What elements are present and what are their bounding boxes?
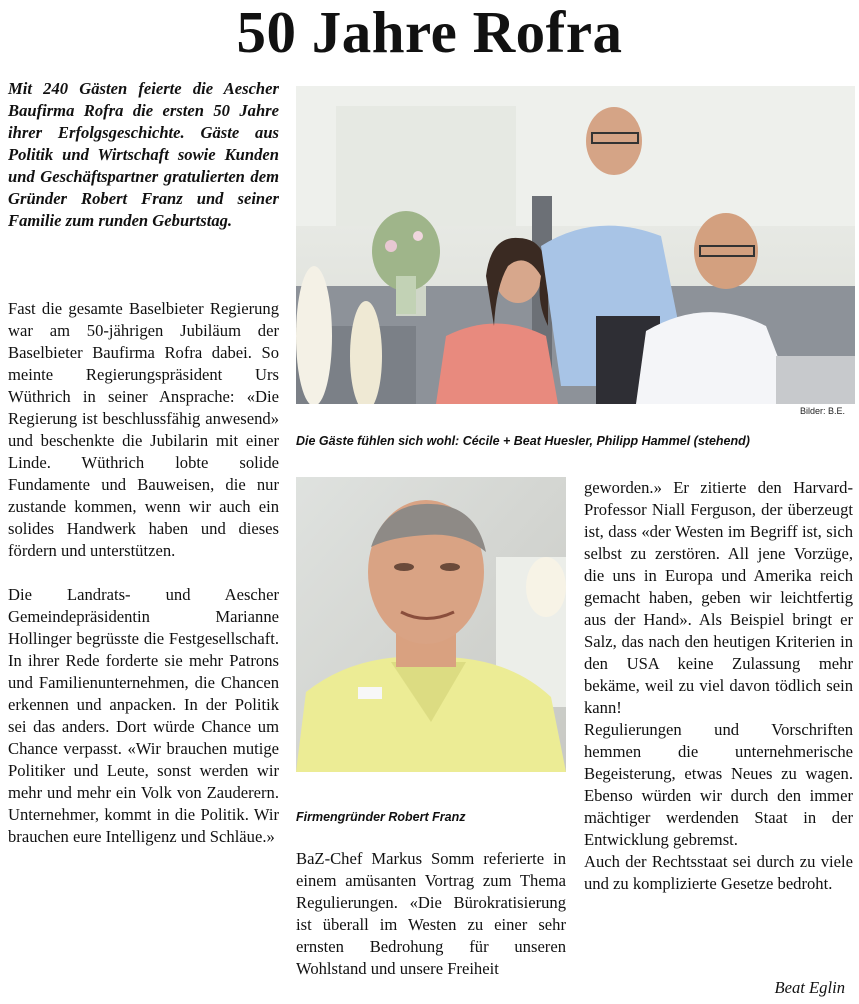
paragraph: Regulierungen und Vorschriften hemmen die unternehmerische Begeisterung, etwas Neues zu wagen. Ebenso würden wir durch den immer mächtiger werdenden Staat in der Entwicklung gebremst. bbox=[584, 720, 853, 849]
article-lead: Mit 240 Gästen feierte die Aescher Baufirma Rofra die ersten 50 Jahre ihrer Erfolgsgeschichte. Gäste aus Politik und Wirtschaft sowie Kunden und Geschäftspartner gratulierten dem Gründer Robert Franz und seiner Familie zum runden Geburtstag. bbox=[8, 79, 279, 230]
founder-photo-image bbox=[296, 477, 566, 772]
paragraph: BaZ-Chef Markus Somm referierte in einem amüsanten Vortrag zum Thema Regulierungen. «Die Bürokratisierung ist überall im Westen zu einer sehr ernsten Bedrohung für unseren Wohlstand und unsere Freiheit bbox=[296, 849, 566, 978]
column-2 bbox=[296, 848, 566, 980]
article-title: 50 Jahre Rofra bbox=[236, 0, 623, 65]
column-1 bbox=[8, 298, 279, 848]
guests-photo bbox=[296, 86, 855, 404]
founder-photo-caption: Firmengründer Robert Franz bbox=[296, 810, 466, 824]
photo-credit: Bilder: B.E. bbox=[800, 406, 846, 416]
paragraph: Die Landrats- und Aescher Gemeindepräsidentin Marianne Hollinger begrüsste die Festgesellschaft. In ihrer Rede forderte sie mehr Patrons und Familienunternehmen, die Chancen erkennen und anpacken. In der Politik sei das anders. Dort würde Chance um Chance verpasst. «Wir brauchen mutige Politiker und Leute, sonst werden wir mehr und mehr ein Volk von Zauderern. Unternehmer, kommt in die Politik. Wir brauchen eure Intelligenz und Schläue.» bbox=[8, 585, 279, 846]
article-author: Beat Eglin bbox=[774, 978, 845, 997]
guests-photo-image bbox=[296, 86, 855, 404]
paragraph: geworden.» Er zitierte den Harvard-Professor Niall Ferguson, der überzeugt ist, dass «der Westen im Begriff ist, sich selbst zu zerstören. All jene Vorzüge, die uns in Europa und Amerika reich gemacht haben, geben wir leichtfertig aus der Hand». Als Beispiel bringt er Salz, das nach den heutigen Kriterien in den USA keine Zulassung mehr bekäme, weil zu viel davon tödlich sein kann! bbox=[584, 478, 853, 717]
paragraph: Auch der Rechtsstaat sei durch zu viele und zu komplizierte Gesetze bedroht. bbox=[584, 852, 853, 893]
founder-photo bbox=[296, 477, 566, 772]
guests-photo-caption: Die Gäste fühlen sich wohl: Cécile + Beat Huesler, Philipp Hammel (stehend) bbox=[296, 434, 750, 448]
column-3 bbox=[584, 477, 853, 895]
paragraph: Fast die gesamte Baselbieter Regierung war am 50-jährigen Jubiläum der Baselbieter Baufirma Rofra dabei. So meinte Regierungspräsident Urs Wüthrich in seiner Ansprache: «Die Regierung ist beschlussfähig anwesend» und beschenkte die Jubilarin mit einer Linde. Wüthrich lobte solide Fundamente und Bauweisen, die nur zustande kommen, wenn wir auch ein solides Handwerk haben und dieses fördern und unterstützen. bbox=[8, 299, 279, 560]
